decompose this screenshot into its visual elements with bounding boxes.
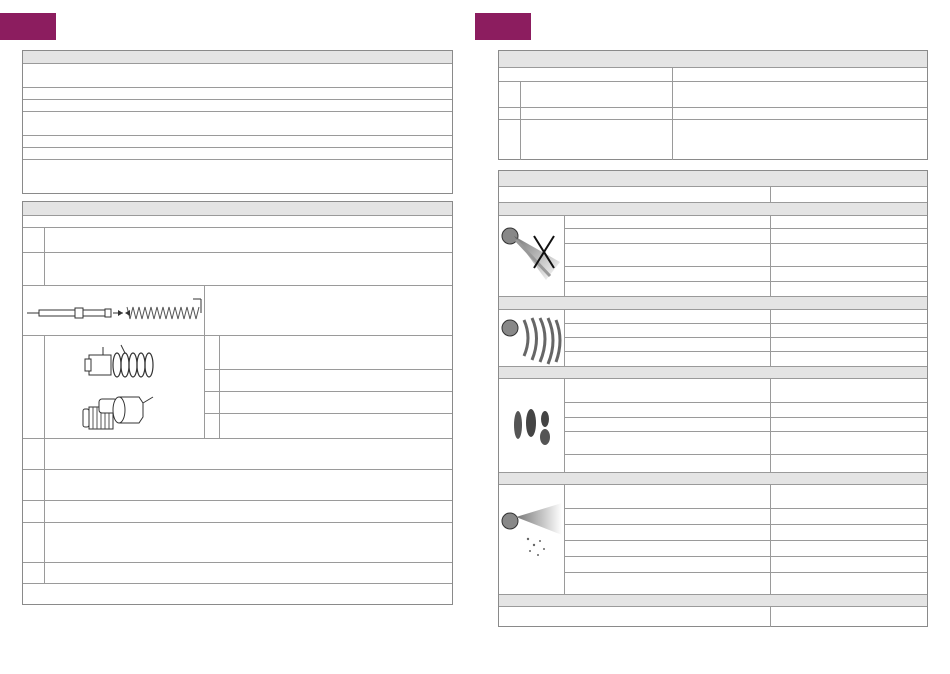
spray-gun-diagram: [25, 287, 205, 335]
table-row: [23, 64, 452, 88]
table-row: [23, 501, 452, 523]
table-header: [23, 202, 452, 216]
diagram-row-nozzle: [23, 336, 452, 439]
table-row: [23, 216, 452, 228]
group-header: [499, 595, 927, 607]
table-header: [499, 171, 927, 187]
group-header: [499, 297, 927, 310]
spray-waves-icon: [500, 312, 562, 366]
spray-mist-icon: [500, 495, 562, 575]
spray-droplets-icon: [500, 397, 562, 457]
table-row: [23, 148, 452, 160]
section-tab-left: [0, 13, 56, 40]
group-4: [499, 485, 927, 595]
table-header: [23, 51, 452, 64]
table-row: [23, 253, 452, 286]
section-tab-right: [475, 13, 531, 40]
table-row: [23, 523, 452, 563]
right-table-2: [498, 170, 928, 627]
table-row: [499, 68, 927, 82]
right-table-1: [498, 50, 928, 160]
group-3: [499, 379, 927, 473]
left-table-2: [22, 201, 453, 605]
group-1: [499, 216, 927, 297]
group-header: [499, 473, 927, 485]
table-row: [23, 584, 452, 605]
table-row: [23, 228, 452, 253]
diagram-row-gun: [23, 286, 452, 336]
left-table-1: [22, 50, 453, 194]
table-row: [499, 607, 927, 627]
table-row: [23, 470, 452, 501]
table-row: [23, 112, 452, 136]
table-row: [23, 439, 452, 470]
table-header: [499, 51, 927, 68]
nozzle-spring-diagram: [51, 337, 201, 437]
table-row: [499, 82, 927, 108]
table-row: [23, 563, 452, 584]
table-row: [23, 88, 452, 100]
table-row: [499, 120, 927, 160]
group-2: [499, 310, 927, 367]
group-header: [499, 367, 927, 379]
table-row: [23, 136, 452, 148]
table-row: [23, 160, 452, 194]
spray-fan-crossed-icon: [500, 222, 562, 288]
column-header-row: [499, 187, 927, 203]
group-header: [499, 203, 927, 216]
table-row: [23, 100, 452, 112]
table-row: [499, 108, 927, 120]
